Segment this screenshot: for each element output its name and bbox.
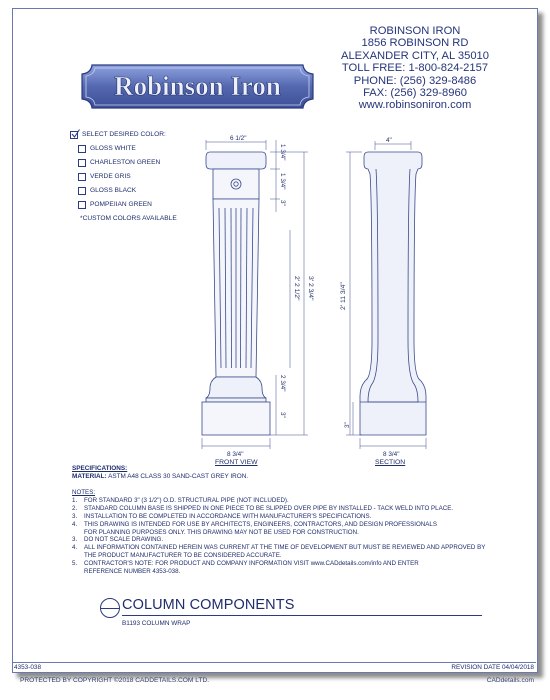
color-option[interactable] (70, 198, 177, 212)
dim-bottom-width: 8 3/4" (227, 451, 244, 458)
section-view-outline (360, 152, 426, 435)
footer-divider (12, 662, 536, 663)
note-item (72, 544, 517, 552)
checkbox[interactable] (78, 201, 86, 209)
notes-heading: NOTES: (72, 489, 96, 496)
color-option-label: GLOSS BLACK (90, 187, 137, 194)
drawing-title: COLUMN COMPONENTS (122, 597, 295, 613)
drawing-subtitle: B1193 COLUMN WRAP (122, 620, 191, 627)
checkbox[interactable] (78, 145, 86, 153)
note-item (72, 521, 517, 529)
dim-base-height: 2 3/4" (279, 375, 286, 392)
section-dim-top-width: 4" (386, 137, 392, 144)
specs-heading: SPECIFICATIONS: (72, 465, 128, 472)
company-info (335, 25, 495, 112)
dim-plinth: 3" (279, 412, 286, 418)
dim-fluted-height: 2' 2 1/2" (293, 276, 300, 301)
revision-date: REVISION DATE 04/04/2018 (451, 664, 534, 671)
company-web[interactable]: www.robinsoniron.com (358, 99, 472, 112)
color-option[interactable] (70, 184, 177, 198)
checkbox[interactable] (78, 173, 86, 181)
note-number: 2. (72, 504, 78, 512)
company-fax: FAX: (256) 329-8960 (363, 87, 467, 100)
checkbox[interactable] (78, 159, 86, 167)
color-option-label: GLOSS WHITE (90, 145, 136, 152)
front-view-outline (202, 152, 270, 435)
color-heading: SELECT DESIRED COLOR: (82, 131, 166, 138)
reference-code: 4353-038 (14, 664, 42, 671)
color-option[interactable] (70, 156, 177, 170)
title-block (100, 598, 490, 638)
note-text: STANDARD COLUMN BASE IS SHIPPED IN ONE PIECE TO BE SLIPPED OVER PIPE BY INSTALLED - TACK WELD INTO PLACE. (84, 504, 454, 512)
note-item (72, 505, 517, 513)
checked-checkbox[interactable] (70, 131, 78, 139)
dim-total-height: 3' 2 3/4" (307, 276, 314, 301)
note-text: FOR PLANNING PURPOSES ONLY. THIS DRAWING MAY NOT BE USED FOR CONSTRUCTION. (84, 528, 359, 536)
copyright-notice: PROTECTED BY COPYRIGHT ©2018 CADDETAILS.COM LTD. (20, 677, 210, 684)
company-phone: PHONE: (256) 329-8486 (353, 74, 477, 87)
note-text: ALL INFORMATION CONTAINED HEREIN WAS CURRENT AT THE TIME OF DEVELOPMENT BUT MUST BE REVIEWED AND APPROVED BY (84, 544, 486, 552)
color-option[interactable] (70, 142, 177, 156)
custom-color-note: *CUSTOM COLORS AVAILABLE (80, 215, 177, 222)
cad-details-link[interactable]: CADdetails.com (486, 677, 534, 684)
dim-top-width: 6 1/2" (230, 135, 247, 142)
company-address: 1856 ROBINSON RD (361, 37, 469, 50)
note-item (72, 497, 517, 505)
note-item (72, 513, 517, 521)
specifications (72, 465, 512, 480)
note-number: 1. (72, 496, 78, 504)
section-dim-bottom-width: 8 3/4" (383, 451, 400, 458)
company-city: ALEXANDER CITY, AL 35010 (340, 49, 489, 62)
note-number: 4. (72, 520, 78, 528)
note-number: 3. (72, 536, 78, 544)
company-tollfree: TOLL FREE: 1-800-824-2157 (341, 62, 489, 75)
color-heading-row (70, 128, 177, 142)
note-text: DO NOT SCALE DRAWING. (84, 536, 164, 544)
material-label: MATERIAL: (72, 472, 107, 480)
color-option-label: VERDE GRIS (90, 173, 131, 180)
note-text: INSTALLATION TO BE COMPLETED IN ACCORDANCE WITH MANUFACTURER'S SPECIFICATIONS. (84, 512, 372, 520)
note-text: THE PRODUCT MANUFACTURER TO BE CONSIDERED ACCURATE. (84, 552, 282, 560)
color-option-label: POMPEIIAN GREEN (90, 201, 152, 208)
title-underline (122, 615, 482, 616)
company-name: ROBINSON IRON (369, 25, 461, 37)
column-drawing (190, 135, 460, 460)
note-text: FOR STANDARD 3" (3 1/2") O.D. STRUCTURAL PIPE (NOT INCLUDED). (84, 496, 289, 504)
note-number: 5. (72, 560, 78, 568)
section-dim-plinth: 3" (344, 422, 351, 428)
dim-rosette-height: 1 3/4" (279, 173, 286, 190)
note-item (72, 536, 517, 544)
note-text: THIS DRAWING IS INTENDED FOR USE BY ARCHITECTS, ENGINEERS, CONTRACTORS, AND DESIGN PROFESSIONALS (84, 520, 437, 528)
robinson-iron-logo (80, 63, 315, 110)
notes (72, 489, 517, 576)
note-number: 4. (72, 544, 78, 552)
material-value: ASTM A48 CLASS 30 SAND-CAST GREY IRON. (108, 472, 249, 480)
color-selection (70, 128, 177, 226)
detail-marker-icon (100, 598, 120, 618)
section-label: SECTION (375, 459, 406, 466)
section-dim-total-height: 2' 11 3/4" (340, 282, 347, 310)
note-number: 3. (72, 512, 78, 520)
checkmark-icon (71, 129, 80, 138)
dim-neck: 3" (279, 200, 286, 206)
front-view-label: FRONT VIEW (215, 459, 258, 466)
checkbox[interactable] (78, 187, 86, 195)
note-item (72, 560, 517, 568)
note-text: REFERENCE NUMBER 4353-038. (84, 568, 181, 576)
note-text: CONTRACTOR'S NOTE: FOR PRODUCT AND COMPANY INFORMATION VISIT www.CADdetails.com/info AND ENTER (84, 560, 419, 568)
color-option[interactable] (70, 170, 177, 184)
logo-text: Robinson Iron (114, 71, 281, 101)
dim-cap-height: 1 3/4" (279, 144, 286, 161)
color-option-label: CHARLESTON GREEN (90, 159, 161, 166)
